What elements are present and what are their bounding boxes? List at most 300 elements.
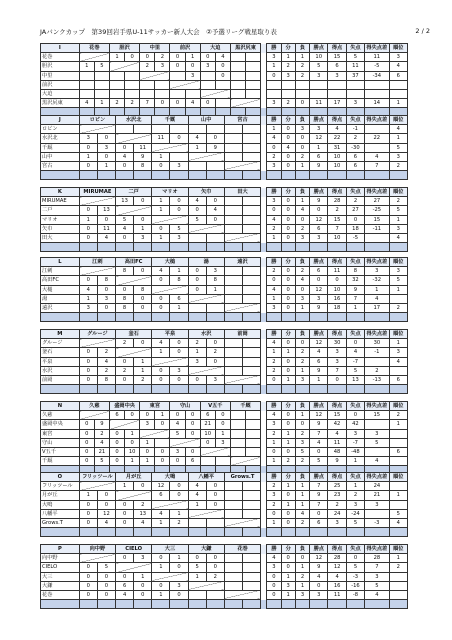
score-cell — [224, 224, 242, 233]
score-cell — [246, 53, 261, 62]
score-cell: 3 — [170, 581, 188, 590]
blank-cell — [365, 243, 389, 252]
score-cell: 0 — [134, 197, 152, 206]
stat-cell: 0 — [281, 303, 295, 312]
score-cell: 6 — [152, 491, 170, 500]
blank-cell — [224, 528, 242, 537]
score-cell: 0 — [125, 53, 140, 62]
stat-column-header: 得失点差 — [366, 331, 388, 338]
stat-column-header: 負 — [295, 330, 309, 339]
team-name: 大三 — [41, 572, 80, 581]
score-cell: 1 — [152, 152, 170, 161]
team-name: 山中 — [41, 152, 80, 161]
stat-cell: 2 — [267, 366, 281, 375]
score-cell: 2 — [109, 99, 124, 108]
stat-cell: 1 — [389, 420, 407, 429]
blank-cell — [295, 600, 309, 609]
score-cell: 4 — [97, 233, 115, 242]
score-cell — [170, 152, 188, 161]
score-cell: 0 — [79, 206, 97, 215]
stat-cell — [389, 80, 407, 89]
blank-cell — [41, 171, 80, 180]
score-cell — [246, 89, 261, 98]
stat-cell — [267, 80, 281, 89]
score-cell — [246, 411, 261, 420]
score-cell: 0 — [155, 99, 170, 108]
stat-cell: 3 — [267, 420, 281, 429]
stat-cell: 5 — [346, 366, 364, 375]
stat-cell: 3 — [310, 125, 328, 134]
stat-cell: 5 — [310, 62, 328, 71]
score-cell: 8 — [170, 276, 188, 285]
score-cell — [188, 161, 206, 170]
team-name: マリオ — [41, 215, 80, 224]
stat-cell: 1 — [389, 491, 407, 500]
stat-column-header: 分 — [281, 473, 295, 482]
blank-cell — [295, 528, 309, 537]
blank-cell — [152, 528, 170, 537]
stat-cell — [267, 89, 281, 98]
team-row — [41, 339, 408, 348]
blank-cell — [79, 171, 97, 180]
stat-cell: 30 — [328, 339, 346, 348]
stat-cell: 1 — [281, 429, 295, 438]
stat-column-header: 失点 — [346, 545, 364, 554]
stat-column-header: 分 — [281, 116, 295, 125]
score-cell — [230, 447, 245, 456]
score-cell: 4 — [152, 509, 170, 518]
stat-cell: 1 — [295, 366, 309, 375]
stat-cell: 0 — [310, 581, 328, 590]
score-cell — [230, 89, 245, 98]
score-cell: 1 — [94, 99, 109, 108]
stat-cell: 1 — [281, 53, 295, 62]
score-cell: 2 — [125, 99, 140, 108]
stat-column-header: 順位 — [389, 402, 407, 411]
stat-cell: 0 — [281, 267, 295, 276]
stat-cell: 3 — [328, 348, 346, 357]
score-cell: 0 — [188, 206, 206, 215]
stat-cell: 0 — [328, 375, 346, 384]
blank-cell — [267, 528, 281, 537]
stat-cell: 4 — [281, 143, 295, 152]
stat-column-header: 得点 — [328, 188, 346, 197]
score-cell: 1 — [206, 285, 224, 294]
score-cell: 1 — [170, 303, 188, 312]
team-row — [41, 215, 408, 224]
stat-column-header: 勝 — [267, 44, 281, 53]
stat-cell — [346, 80, 364, 89]
stat-column-header: 勝点 — [310, 545, 328, 554]
stat-cell: 2 — [267, 482, 281, 491]
score-cell: 3 — [200, 62, 215, 71]
team-name: 黒沢尻東 — [41, 99, 80, 108]
stat-cell: 28 — [328, 197, 346, 206]
blank-cell — [152, 385, 170, 394]
stat-cell: 1 — [389, 134, 407, 143]
score-cell: 3 — [170, 161, 188, 170]
score-cell: 6 — [200, 411, 215, 420]
stat-cell: 12 — [328, 563, 346, 572]
stat-cell: 0 — [310, 276, 328, 285]
stat-column-header: 勝 — [267, 402, 281, 411]
team-row — [41, 62, 408, 71]
stat-cell: 2 — [295, 71, 309, 80]
self-match-cell — [224, 518, 260, 527]
stat-cell: 3 — [295, 233, 309, 242]
score-cell: 0 — [109, 429, 124, 438]
team-column-header: 大三 — [152, 545, 188, 554]
team-name: 田大 — [41, 233, 80, 242]
blank-cell — [188, 600, 206, 609]
stat-cell: 11 — [310, 99, 328, 108]
stat-cell: 0 — [281, 233, 295, 242]
score-cell: 1 — [125, 457, 140, 466]
score-cell — [230, 438, 245, 447]
blank-cell — [328, 243, 346, 252]
score-cell: 5 — [170, 429, 185, 438]
stat-cell: 2 — [295, 457, 309, 466]
stat-cell: 3 — [267, 99, 281, 108]
stat-cell: 1 — [295, 482, 309, 491]
blank-cell — [242, 171, 260, 180]
stat-cell: 9 — [310, 197, 328, 206]
score-cell: 0 — [116, 285, 134, 294]
score-cell: 13 — [97, 206, 115, 215]
score-cell: 1 — [134, 572, 152, 581]
stat-cell — [295, 80, 309, 89]
stat-cell: 1 — [389, 99, 407, 108]
self-match-cell — [116, 563, 152, 572]
score-cell: 0 — [170, 348, 188, 357]
score-cell — [243, 215, 261, 224]
stat-column-header: 得失点差 — [366, 117, 388, 124]
stat-cell: 6 — [310, 152, 328, 161]
blank-cell — [97, 243, 115, 252]
stat-cell: 0 — [281, 554, 295, 563]
stat-cell: 4 — [295, 206, 309, 215]
score-cell — [206, 161, 224, 170]
blank-cell — [346, 600, 364, 609]
score-cell: 5 — [116, 215, 134, 224]
stat-cell: 7 — [365, 161, 389, 170]
team-row — [41, 224, 408, 233]
team-column-header: 水沢北 — [116, 116, 152, 125]
team-row — [41, 581, 408, 590]
score-cell: 8 — [97, 375, 115, 384]
score-cell — [116, 125, 134, 134]
blank-cell — [295, 385, 309, 394]
stat-cell: 27 — [346, 206, 364, 215]
stat-column-header: 失点 — [346, 330, 364, 339]
team-row — [41, 99, 408, 108]
stat-cell: 0 — [281, 366, 295, 375]
self-match-cell — [230, 99, 260, 108]
stat-cell — [389, 89, 407, 98]
score-cell: 2 — [116, 366, 134, 375]
stat-cell: 0 — [267, 572, 281, 581]
stat-cell: 2 — [346, 491, 364, 500]
score-cell: 1 — [152, 197, 170, 206]
team-name: 胆沢 — [41, 62, 80, 71]
stat-column-header: 得点 — [328, 116, 346, 125]
score-cell: 0 — [116, 554, 134, 563]
team-row — [41, 276, 408, 285]
score-cell — [125, 71, 140, 80]
blank-cell — [310, 171, 328, 180]
stat-cell: -8 — [346, 590, 364, 599]
stat-column-header: 分 — [281, 330, 295, 339]
stat-cell: 6 — [310, 518, 328, 527]
score-cell: 0 — [97, 590, 115, 599]
team-name: 矢巾 — [41, 224, 80, 233]
score-cell — [152, 125, 170, 134]
stat-cell: 2 — [267, 429, 281, 438]
team-column-header: 月が丘 — [116, 473, 152, 482]
score-cell: 0 — [188, 554, 206, 563]
score-cell — [109, 89, 124, 98]
team-column-header: 高田FC — [116, 258, 152, 267]
stat-column-header: 得点 — [328, 545, 346, 554]
score-cell — [243, 357, 261, 366]
score-cell — [230, 420, 245, 429]
score-cell: 2 — [206, 348, 224, 357]
stat-cell: -48 — [346, 447, 364, 456]
self-match-cell — [188, 366, 224, 375]
team-name: 中里 — [41, 71, 80, 80]
group-p-table — [40, 544, 408, 609]
blank-cell — [206, 600, 224, 609]
score-cell: 1 — [170, 509, 188, 518]
stat-cell: 0 — [267, 590, 281, 599]
stat-cell: 3 — [365, 429, 389, 438]
team-row — [41, 563, 408, 572]
score-cell — [242, 267, 260, 276]
team-column-header: 前岡 — [224, 330, 260, 339]
score-cell — [243, 206, 261, 215]
stat-cell: 0 — [281, 420, 295, 429]
stat-cell: 9 — [310, 563, 328, 572]
team-column-header: 二戸 — [116, 188, 152, 197]
blank-cell — [224, 385, 242, 394]
score-cell: 0 — [170, 375, 188, 384]
stat-cell: 3 — [295, 438, 309, 447]
score-cell — [94, 71, 109, 80]
score-cell: 4 — [188, 491, 206, 500]
score-cell: 1 — [188, 348, 206, 357]
stat-cell: 22 — [365, 134, 389, 143]
stat-cell: 42 — [328, 420, 346, 429]
score-cell: 11 — [97, 224, 115, 233]
stat-cell: 5 — [389, 143, 407, 152]
score-cell: 0 — [215, 62, 230, 71]
team-row — [41, 518, 408, 527]
blank-cell — [134, 313, 152, 322]
score-cell: 0 — [79, 429, 94, 438]
self-match-cell — [116, 276, 152, 285]
score-cell — [206, 125, 224, 134]
stat-cell: 0 — [281, 357, 295, 366]
stat-column-header: 勝 — [267, 545, 281, 554]
stat-cell: 2 — [295, 267, 309, 276]
score-cell — [224, 215, 242, 224]
stat-cell: 10 — [328, 285, 346, 294]
blank-cell — [79, 243, 97, 252]
team-column-header: 田大 — [224, 188, 260, 197]
score-cell: 1 — [140, 457, 155, 466]
group-m-table — [40, 329, 408, 394]
self-match-cell — [116, 206, 152, 215]
team-column-header: 大槌 — [152, 258, 188, 267]
stat-column-header: 分 — [281, 402, 295, 411]
blank-cell — [206, 528, 224, 537]
blank-cell — [346, 243, 364, 252]
stat-cell: 4 — [295, 276, 309, 285]
score-cell — [246, 429, 261, 438]
score-cell: 0 — [206, 197, 224, 206]
self-match-cell — [224, 303, 260, 312]
team-row — [41, 89, 408, 98]
stat-cell — [365, 125, 389, 134]
stat-cell: 1 — [295, 563, 309, 572]
score-cell: 1 — [79, 62, 94, 71]
stat-cell: 3 — [295, 294, 309, 303]
stat-column-header: 勝 — [267, 116, 281, 125]
stat-cell: 12 — [310, 215, 328, 224]
team-name: 遠沢 — [41, 303, 80, 312]
stat-cell: 2 — [295, 572, 309, 581]
stat-cell: 2 — [346, 197, 364, 206]
stat-cell: 4 — [267, 134, 281, 143]
score-cell: 7 — [140, 99, 155, 108]
team-name: V五千 — [41, 447, 80, 456]
score-cell — [230, 71, 245, 80]
score-cell: 0 — [116, 375, 134, 384]
score-cell — [185, 89, 200, 98]
stat-column-header: 順位 — [389, 188, 407, 197]
stat-cell: 0 — [281, 215, 295, 224]
stat-cell: 1 — [310, 143, 328, 152]
blank-cell — [389, 528, 407, 537]
score-cell: 3 — [185, 71, 200, 80]
score-cell: 1 — [109, 53, 124, 62]
score-cell — [243, 554, 261, 563]
team-name: グルージ — [41, 339, 80, 348]
score-cell: 0 — [79, 143, 97, 152]
blank-cell — [389, 385, 407, 394]
stat-cell: 1 — [389, 554, 407, 563]
stat-cell: 4 — [389, 518, 407, 527]
self-match-cell — [152, 215, 188, 224]
group-o-table — [40, 472, 408, 537]
score-cell — [140, 80, 155, 89]
self-match-cell — [79, 53, 109, 62]
team-name: 千厩 — [41, 457, 80, 466]
stat-cell: 18 — [328, 303, 346, 312]
stat-cell: 0 — [295, 339, 309, 348]
score-cell: 0 — [152, 366, 170, 375]
blank-cell — [206, 243, 224, 252]
stat-cell: 6 — [328, 62, 346, 71]
blank-cell — [328, 313, 346, 322]
stat-cell: 15 — [365, 411, 389, 420]
blank-cell — [243, 528, 261, 537]
stat-cell: 2 — [267, 224, 281, 233]
score-cell: 4 — [116, 590, 134, 599]
blank-cell — [267, 385, 281, 394]
score-cell — [246, 71, 261, 80]
score-cell — [215, 99, 230, 108]
blank-cell — [310, 313, 328, 322]
stat-cell: 28 — [365, 554, 389, 563]
blank-cell — [206, 385, 224, 394]
team-row — [41, 206, 408, 215]
stat-cell: -1 — [365, 348, 389, 357]
stat-cell: 9 — [346, 285, 364, 294]
self-match-cell — [152, 572, 188, 581]
stat-cell: 0 — [281, 125, 295, 134]
score-cell — [246, 62, 261, 71]
score-cell: 0 — [170, 457, 185, 466]
score-cell: 0 — [170, 206, 188, 215]
score-cell: 3 — [79, 303, 97, 312]
blank-cell — [243, 600, 261, 609]
stat-cell — [365, 233, 389, 242]
stat-cell — [310, 89, 328, 98]
team-column-header: 八幡平 — [188, 473, 224, 482]
score-cell — [242, 152, 260, 161]
stat-column-header: 勝点 — [310, 330, 328, 339]
score-cell: 2 — [94, 429, 109, 438]
score-cell: 1 — [152, 206, 170, 215]
score-cell — [79, 80, 94, 89]
score-cell — [243, 572, 261, 581]
stat-cell: 0 — [281, 294, 295, 303]
blank-cell — [79, 600, 97, 609]
stat-cell: 1 — [295, 53, 309, 62]
stat-cell: 15 — [365, 215, 389, 224]
team-name: 花巻 — [41, 53, 80, 62]
stat-column-header: 分 — [281, 188, 295, 197]
score-cell: 1 — [79, 294, 97, 303]
team-name: 釜石 — [41, 348, 80, 357]
score-cell: 0 — [134, 590, 152, 599]
score-cell: 2 — [188, 339, 206, 348]
score-cell: 4 — [185, 99, 200, 108]
stat-cell: 2 — [328, 500, 346, 509]
score-cell — [246, 447, 261, 456]
stat-cell: 18 — [346, 224, 364, 233]
stat-column-header: 勝 — [267, 473, 281, 482]
blank-cell — [328, 528, 346, 537]
score-cell: 0 — [97, 572, 115, 581]
blank-cell — [281, 243, 295, 252]
score-cell: 13 — [116, 197, 134, 206]
team-column-header: 黒沢尻東 — [230, 44, 260, 53]
score-cell: 8 — [116, 267, 134, 276]
stat-cell: 3 — [346, 99, 364, 108]
blank-cell — [281, 385, 295, 394]
score-cell — [243, 224, 261, 233]
stat-cell: 13 — [346, 375, 364, 384]
blank-cell — [134, 385, 152, 394]
stat-cell: 24 — [365, 482, 389, 491]
stat-cell: 5 — [389, 509, 407, 518]
stat-cell: 0 — [281, 491, 295, 500]
team-column-header: CIELO — [116, 545, 152, 554]
stat-cell: 3 — [267, 563, 281, 572]
group-i-table — [40, 43, 408, 118]
